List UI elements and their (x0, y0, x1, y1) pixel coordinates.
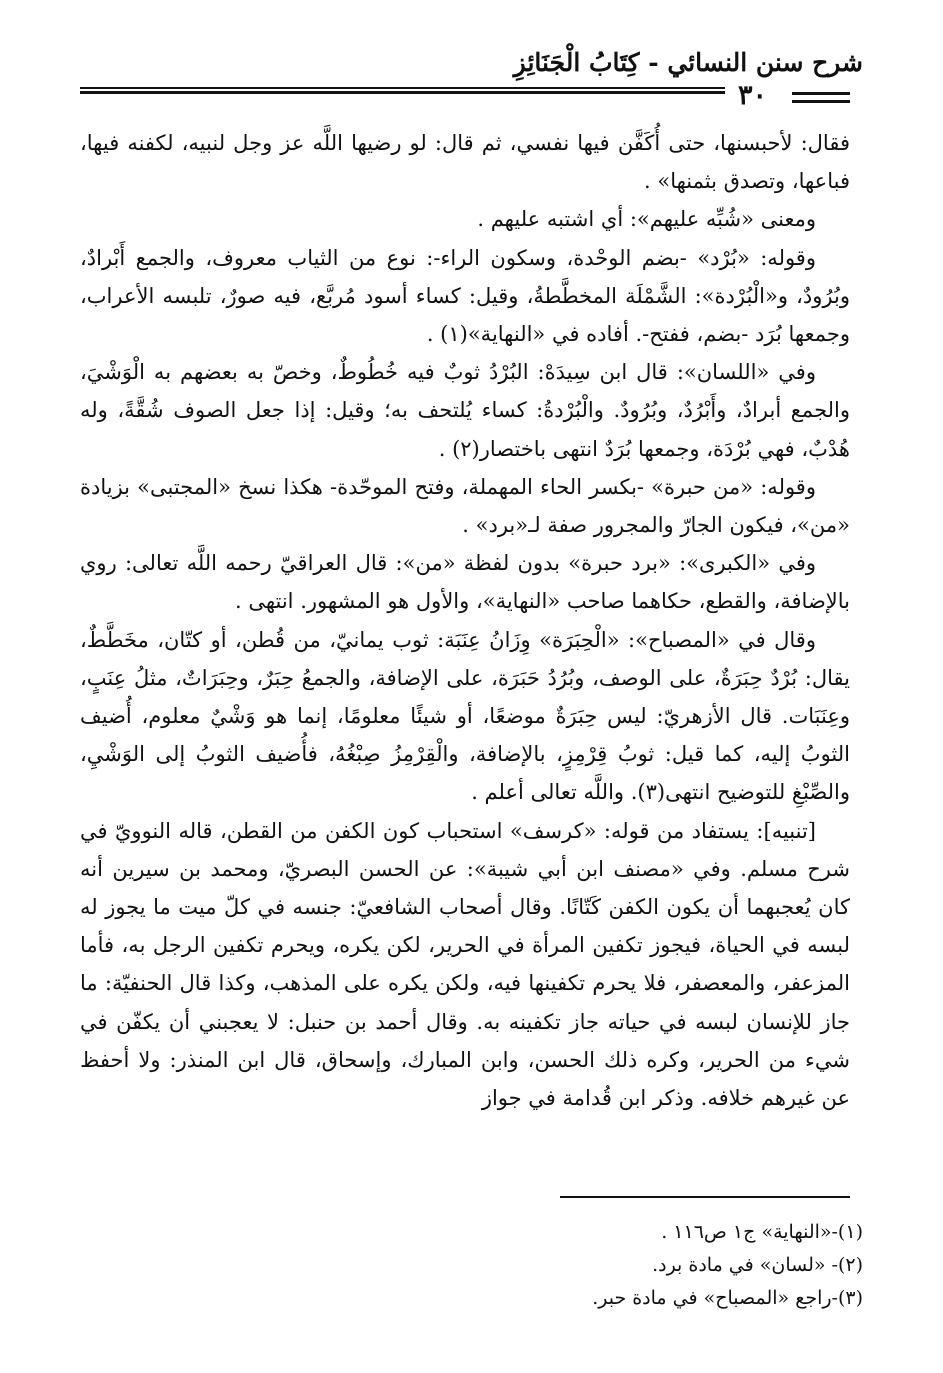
paragraph: [تنبيه]: يستفاد من قوله: «كرسف» استحباب كون الكفن من القطن، قاله النوويّ في شرح مسلم. وفي «مصنف ابن أبي شيبة»: عن الحسن البصريّ، ومحمد بن سيرين أنه كان يُعجبهما أن يكون الكفن كَتّانًا. وقال أصحاب الشافعيّ: جنسه في كلّ ميت ما يجوز له لبسه في الحياة، فيجوز تكفين المرأة في الحرير، لكن يكره، ويحرم تكفين الرجل به، فأما المزعفر، والمعصفر، فلا يحرم تكفينها فيه، ولكن يكره على المذهب، وكذا قال الحنفيّة: ما جاز للإنسان لبسه في حياته جاز تكفينه به. وقال أحمد بن حنبل: لا يعجبني أن يكفّن في شيء من الحرير، وكره ذلك الحسن، وابن المبارك، وإسحاق، قال ابن المنذر: ولا أحفظ عن غيرهم خلافه. وذكر ابن قُدامة في جواز (80, 818, 850, 1111)
footnote-separator (560, 1196, 850, 1198)
paragraph: وقوله: «بُرْد» -بضم الوحْدة، وسكون الراء-: نوع من الثياب معروف، والجمع أَبْرادٌ، وبُرُودٌ، و«الْبُرْدة»: الشَّمْلَة المخطَّطةُ، وقيل: كساء أسود مُربَّع، فيه صورٌ، تلبسه الأعراب، وجمعها بُرَد -بضم، ففتح-. أفاده في «النهاية»(١) . (80, 245, 850, 347)
footnote: (٢)- «لسان» في مادة برد. (652, 1254, 863, 1276)
footnote: (١)-«النهاية» ج١ ص١١٦ . (661, 1221, 863, 1243)
header-rule-double-left-top (80, 91, 725, 94)
running-header-title: شرح سنن النسائي - كِتَابُ الْجَنَائِزِ (513, 48, 863, 77)
header-rule-thin (80, 87, 725, 89)
header-rule-double-right-top (792, 92, 850, 95)
paragraph: وقوله: «من حبرة» -بكسر الحاء المهملة، وفتح الموحّدة- هكذا نسخ «المجتبى» بزيادة «من»، فيكون الجارّ والمجرور صفة لـ«برد» . (80, 474, 850, 538)
footnotes (592, 1216, 863, 1315)
footnote: (٣)-راجع «المصباح» في مادة حبر. (592, 1287, 863, 1309)
paragraph: ومعنى «شُبِّه عليهم»: أي اشتبه عليهم . (477, 207, 816, 232)
paragraph: وفي «الكبرى»: «برد حبرة» بدون لفظة «من»: قال العراقيّ رحمه اللَّه تعالى: روي بالإضافة، والقطع، حكاهما صاحب «النهاية»، والأول هو المشهور. انتهى . (80, 551, 850, 614)
paragraph: فقال: لأحبسنها، حتى أُكَفَّن فيها نفسي، ثم قال: لو رضيها اللَّه عز وجل لنبيه، لكفنه فيها، فباعها، وتصدق بثمنها» . (80, 131, 850, 194)
header-rule-double-right-bottom (792, 100, 850, 103)
paragraph: وقال في «المصباح»: «الْحِبَرَة» وِزَانُ عِنَبَة: ثوب يمانيّ، من قُطن، أو كتّان، مخَطَّطٌ، يقال: بُرْدٌ حِبَرَةٌ، على الوصف، وبُرُدُ حَبَرَة، على الإضافة، والجمعُ حِبَرٌ، وحِبَرَاتٌ، مثلُ عِنَبٍ، وعِنَبَات. قال الأزهريّ: ليس حِبَرَةٌ موضعًا، أو شيئًا معلومًا، إنما هو وَشْيٌ معلوم، أُضيف الثوبُ إليه، كما قيل: ثوبُ قِرْمِزٍ، بالإضافة، والْقِرْمِزُ صِبْغُهُ، فأُضيف الثوبُ إلى الوَشْيِ، والصِّبْغِ للتوضيح انتهى(٣). واللَّه تعالى أعلم . (80, 627, 850, 805)
main-text (80, 124, 850, 1117)
paragraph: وفي «اللسان»: قال ابن سِيدَهْ: البُرْدُ ثوبٌ فيه خُطُوطٌ، وخصّ به بعضهم به الْوَشْيَ، والجمع أبرادٌ، وأَبْرُدٌ، وبُرُودٌ. والْبُرْدةُ: كساء يُلتحف به؛ وقيل: إذا جعل الصوف شُقَّةً، وله هُدْبٌ، فهي بُرْدَة، وجمعها بُرَدٌ انتهى باختصار(٢) . (80, 360, 850, 461)
page-number: ٣٠ (738, 80, 768, 111)
